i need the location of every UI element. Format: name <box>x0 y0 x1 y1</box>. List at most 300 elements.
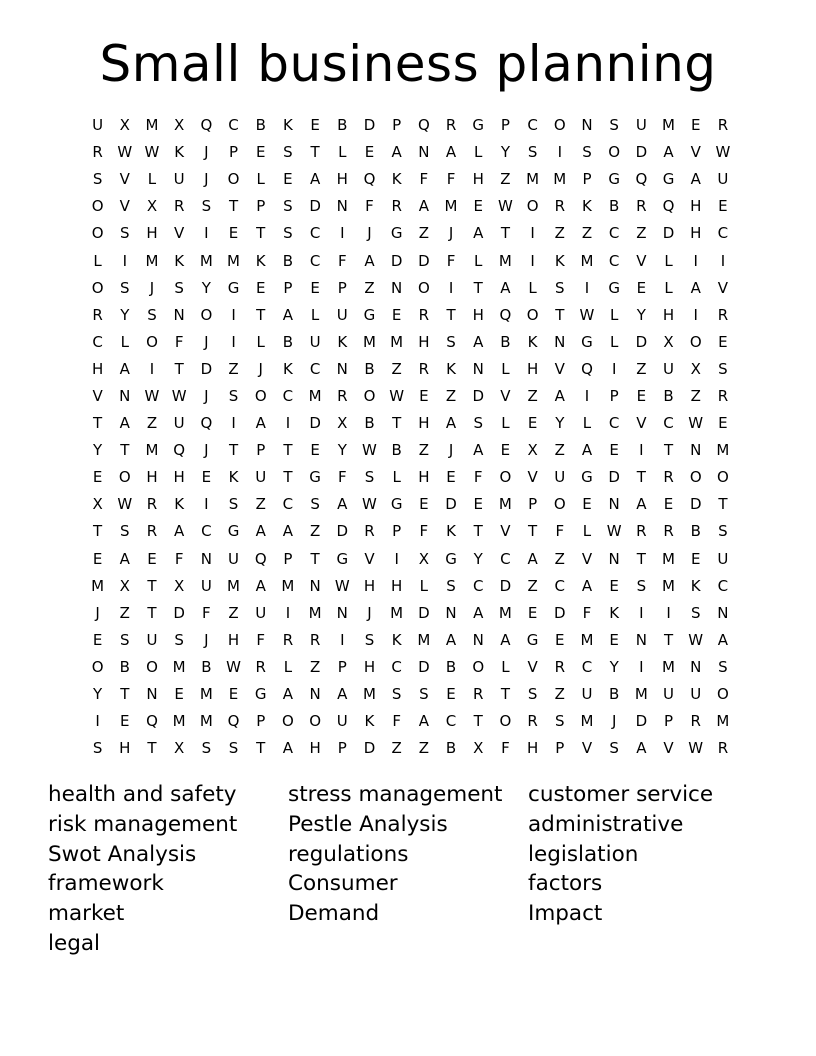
grid-cell[interactable]: E <box>609 630 619 649</box>
grid-cell[interactable]: U <box>228 549 240 568</box>
grid-cell[interactable]: K <box>446 522 456 541</box>
grid-cell[interactable]: E <box>663 495 674 514</box>
grid-cell[interactable]: M <box>716 441 730 460</box>
grid-cell[interactable]: E <box>255 278 266 297</box>
grid-cell[interactable]: L <box>474 251 483 270</box>
grid-cell[interactable]: E <box>527 414 538 433</box>
grid-cell[interactable]: Z <box>146 414 158 433</box>
grid-cell[interactable]: K <box>174 251 185 270</box>
grid-cell[interactable]: A <box>282 739 294 758</box>
grid-cell[interactable]: V <box>500 522 511 541</box>
grid-cell[interactable]: O <box>689 468 702 487</box>
grid-cell[interactable]: M <box>199 251 213 270</box>
grid-cell[interactable]: Y <box>337 441 347 460</box>
grid-cell[interactable]: G <box>526 630 539 649</box>
grid-cell[interactable]: O <box>309 712 321 731</box>
grid-cell[interactable]: Y <box>500 143 510 162</box>
grid-cell[interactable]: N <box>200 549 212 568</box>
grid-cell[interactable]: W <box>715 143 731 162</box>
grid-cell[interactable]: K <box>174 143 185 162</box>
grid-cell[interactable]: O <box>227 170 240 189</box>
grid-cell[interactable]: R <box>636 197 647 216</box>
grid-cell[interactable]: M <box>498 603 512 622</box>
grid-cell[interactable]: G <box>227 522 240 541</box>
grid-cell[interactable]: S <box>120 630 130 649</box>
grid-cell[interactable]: H <box>391 576 403 595</box>
grid-cell[interactable]: I <box>122 251 127 270</box>
grid-cell[interactable]: A <box>418 197 429 216</box>
grid-cell[interactable]: V <box>663 739 674 758</box>
grid-cell[interactable]: A <box>445 143 457 162</box>
grid-cell[interactable]: S <box>555 278 565 297</box>
grid-cell[interactable]: C <box>663 414 674 433</box>
grid-cell[interactable]: R <box>92 305 103 324</box>
grid-cell[interactable]: H <box>309 739 321 758</box>
grid-cell[interactable]: U <box>255 603 267 622</box>
grid-cell[interactable]: U <box>663 359 675 378</box>
grid-cell[interactable]: P <box>392 116 402 135</box>
grid-cell[interactable]: E <box>718 197 728 216</box>
grid-cell[interactable]: W <box>606 522 622 541</box>
grid-cell[interactable]: W <box>171 386 187 405</box>
grid-cell[interactable]: X <box>174 739 185 758</box>
grid-cell[interactable]: S <box>690 603 701 622</box>
grid-cell[interactable]: G <box>472 116 485 135</box>
grid-cell[interactable]: D <box>200 359 213 378</box>
grid-cell[interactable]: O <box>200 305 213 324</box>
grid-cell[interactable]: Z <box>527 576 538 595</box>
grid-cell[interactable]: R <box>418 305 430 324</box>
grid-cell[interactable]: A <box>581 576 593 595</box>
grid-cell[interactable]: M <box>417 630 431 649</box>
grid-cell[interactable]: C <box>309 251 321 270</box>
grid-cell[interactable]: A <box>255 414 266 433</box>
grid-cell[interactable]: I <box>720 251 726 270</box>
grid-cell[interactable]: T <box>500 224 510 243</box>
grid-cell[interactable]: E <box>582 495 592 514</box>
grid-cell[interactable]: J <box>258 359 263 378</box>
grid-cell[interactable]: U <box>146 630 158 649</box>
grid-cell[interactable]: O <box>608 143 621 162</box>
grid-cell[interactable]: Y <box>609 657 619 676</box>
grid-cell[interactable]: D <box>445 495 457 514</box>
grid-cell[interactable]: N <box>690 657 702 676</box>
grid-cell[interactable]: O <box>91 657 104 676</box>
grid-cell[interactable]: T <box>392 414 402 433</box>
grid-cell[interactable]: U <box>92 116 104 135</box>
grid-cell[interactable]: Q <box>200 116 213 135</box>
grid-cell[interactable]: G <box>662 170 675 189</box>
grid-cell[interactable]: T <box>283 468 293 487</box>
grid-cell[interactable]: S <box>718 657 728 676</box>
grid-cell[interactable]: E <box>473 495 483 514</box>
grid-cell[interactable]: U <box>581 685 593 704</box>
grid-cell[interactable]: E <box>473 197 483 216</box>
grid-cell[interactable]: O <box>553 116 566 135</box>
grid-cell[interactable]: H <box>336 170 348 189</box>
grid-cell[interactable]: Q <box>254 549 267 568</box>
grid-cell[interactable]: U <box>554 468 566 487</box>
grid-cell[interactable]: L <box>609 332 619 351</box>
grid-cell[interactable]: I <box>448 278 454 297</box>
grid-cell[interactable]: R <box>337 386 348 405</box>
grid-cell[interactable]: N <box>336 603 348 622</box>
grid-cell[interactable]: S <box>228 739 239 758</box>
grid-cell[interactable]: K <box>364 712 375 731</box>
grid-cell[interactable]: S <box>446 576 456 595</box>
grid-cell[interactable]: V <box>554 359 565 378</box>
grid-cell[interactable]: J <box>204 143 209 162</box>
grid-cell[interactable]: E <box>310 441 320 460</box>
grid-cell[interactable]: U <box>173 414 185 433</box>
grid-cell[interactable]: T <box>228 441 239 460</box>
grid-cell[interactable]: K <box>391 170 402 189</box>
grid-cell[interactable]: R <box>391 197 402 216</box>
grid-cell[interactable]: E <box>609 576 619 595</box>
grid-cell[interactable]: K <box>446 359 456 378</box>
grid-cell[interactable]: O <box>553 495 566 514</box>
grid-cell[interactable]: M <box>498 495 512 514</box>
grid-cell[interactable]: F <box>473 468 483 487</box>
grid-cell[interactable]: H <box>173 468 185 487</box>
grid-cell[interactable]: R <box>554 657 565 676</box>
grid-cell[interactable]: D <box>499 576 512 595</box>
grid-cell[interactable]: I <box>693 251 698 270</box>
grid-cell[interactable]: A <box>391 143 402 162</box>
grid-cell[interactable]: V <box>527 657 538 676</box>
grid-cell[interactable]: T <box>283 441 293 460</box>
grid-cell[interactable]: G <box>445 549 457 568</box>
grid-cell[interactable]: Y <box>93 685 103 704</box>
grid-cell[interactable]: J <box>204 441 209 460</box>
grid-cell[interactable]: E <box>555 630 565 649</box>
grid-cell[interactable]: K <box>391 630 402 649</box>
grid-cell[interactable]: E <box>174 685 184 704</box>
grid-cell[interactable]: K <box>228 468 239 487</box>
grid-cell[interactable]: R <box>92 143 103 162</box>
grid-cell[interactable]: M <box>145 251 159 270</box>
grid-cell[interactable]: Z <box>554 441 565 460</box>
grid-cell[interactable]: Z <box>255 495 266 514</box>
grid-cell[interactable]: M <box>308 603 322 622</box>
grid-cell[interactable]: J <box>448 441 454 460</box>
grid-cell[interactable]: H <box>526 739 539 758</box>
grid-cell[interactable]: L <box>501 414 510 433</box>
grid-cell[interactable]: S <box>92 739 103 758</box>
grid-cell[interactable]: J <box>611 712 617 731</box>
grid-cell[interactable]: R <box>255 657 266 676</box>
grid-cell[interactable]: O <box>146 657 158 676</box>
grid-cell[interactable]: Q <box>581 359 593 378</box>
grid-cell[interactable]: T <box>256 224 266 243</box>
grid-cell[interactable]: P <box>582 170 592 189</box>
grid-cell[interactable]: M <box>227 251 240 270</box>
grid-cell[interactable]: N <box>608 495 620 514</box>
grid-cell[interactable]: N <box>336 359 348 378</box>
grid-cell[interactable]: K <box>609 603 620 622</box>
grid-cell[interactable]: I <box>204 495 209 514</box>
grid-cell[interactable]: R <box>309 630 321 649</box>
grid-cell[interactable]: N <box>608 549 620 568</box>
grid-cell[interactable]: G <box>254 685 267 704</box>
grid-cell[interactable]: Q <box>499 305 512 324</box>
grid-cell[interactable]: P <box>256 197 266 216</box>
grid-cell[interactable]: H <box>418 414 430 433</box>
grid-cell[interactable]: G <box>390 495 403 514</box>
grid-cell[interactable]: X <box>174 576 185 595</box>
grid-cell[interactable]: Z <box>418 441 429 460</box>
grid-cell[interactable]: F <box>174 549 184 568</box>
grid-cell[interactable]: O <box>526 197 539 216</box>
grid-cell[interactable]: R <box>554 197 565 216</box>
grid-cell[interactable]: A <box>473 441 484 460</box>
grid-cell[interactable]: L <box>283 657 293 676</box>
grid-cell[interactable]: M <box>145 116 159 135</box>
grid-cell[interactable]: E <box>228 685 239 704</box>
grid-cell[interactable]: N <box>717 603 729 622</box>
grid-cell[interactable]: E <box>446 685 456 704</box>
grid-cell[interactable]: C <box>717 576 729 595</box>
grid-cell[interactable]: N <box>418 143 430 162</box>
grid-cell[interactable]: W <box>688 739 704 758</box>
grid-cell[interactable]: R <box>717 386 729 405</box>
grid-cell[interactable]: Z <box>690 386 701 405</box>
grid-cell[interactable]: Z <box>500 170 511 189</box>
grid-cell[interactable]: R <box>717 739 729 758</box>
grid-cell[interactable]: Q <box>662 197 675 216</box>
grid-cell[interactable]: L <box>582 522 592 541</box>
grid-cell[interactable]: W <box>362 441 377 460</box>
grid-cell[interactable]: G <box>309 468 321 487</box>
grid-cell[interactable]: U <box>663 685 675 704</box>
grid-cell[interactable]: Y <box>93 441 103 460</box>
grid-cell[interactable]: T <box>528 522 538 541</box>
grid-cell[interactable]: O <box>282 712 294 731</box>
grid-cell[interactable]: F <box>419 522 429 541</box>
grid-cell[interactable]: R <box>717 116 729 135</box>
grid-cell[interactable]: W <box>362 495 377 514</box>
grid-cell[interactable]: F <box>446 251 456 270</box>
grid-cell[interactable]: C <box>472 576 484 595</box>
grid-cell[interactable]: H <box>363 576 376 595</box>
grid-cell[interactable]: F <box>501 739 510 758</box>
grid-cell[interactable]: F <box>555 522 565 541</box>
grid-cell[interactable]: P <box>256 712 266 731</box>
grid-cell[interactable]: O <box>146 332 158 351</box>
grid-cell[interactable]: M <box>362 685 376 704</box>
grid-cell[interactable]: R <box>690 712 701 731</box>
grid-cell[interactable]: H <box>146 224 158 243</box>
grid-cell[interactable]: S <box>120 224 130 243</box>
grid-cell[interactable]: V <box>690 143 701 162</box>
grid-cell[interactable]: B <box>500 332 511 351</box>
grid-cell[interactable]: V <box>636 251 647 270</box>
grid-cell[interactable]: C <box>391 657 402 676</box>
grid-cell[interactable]: C <box>608 224 620 243</box>
grid-cell[interactable]: I <box>530 251 535 270</box>
grid-cell[interactable]: J <box>149 278 155 297</box>
grid-cell[interactable]: F <box>337 251 347 270</box>
grid-cell[interactable]: G <box>363 305 376 324</box>
grid-cell[interactable]: X <box>174 116 185 135</box>
grid-cell[interactable]: N <box>309 685 321 704</box>
grid-cell[interactable]: C <box>581 657 593 676</box>
grid-cell[interactable]: M <box>172 657 186 676</box>
grid-cell[interactable]: P <box>283 278 293 297</box>
grid-cell[interactable]: Z <box>581 224 593 243</box>
grid-cell[interactable]: M <box>390 603 404 622</box>
grid-cell[interactable]: D <box>689 495 702 514</box>
grid-cell[interactable]: N <box>581 116 593 135</box>
grid-cell[interactable]: C <box>201 522 212 541</box>
grid-cell[interactable]: B <box>201 657 212 676</box>
grid-cell[interactable]: P <box>664 712 674 731</box>
grid-cell[interactable]: M <box>281 576 295 595</box>
grid-cell[interactable]: X <box>663 332 674 351</box>
grid-cell[interactable]: A <box>255 522 266 541</box>
grid-cell[interactable]: L <box>256 332 265 351</box>
grid-cell[interactable]: N <box>690 441 702 460</box>
grid-cell[interactable]: W <box>497 197 513 216</box>
grid-cell[interactable]: H <box>91 359 104 378</box>
grid-cell[interactable]: A <box>337 495 348 514</box>
grid-cell[interactable]: M <box>580 630 594 649</box>
grid-cell[interactable]: X <box>418 549 429 568</box>
grid-cell[interactable]: O <box>417 278 430 297</box>
grid-cell[interactable]: O <box>118 468 131 487</box>
grid-cell[interactable]: D <box>418 251 430 270</box>
grid-cell[interactable]: K <box>527 332 538 351</box>
grid-cell[interactable]: M <box>580 712 594 731</box>
grid-cell[interactable]: N <box>336 197 348 216</box>
grid-cell[interactable]: M <box>662 657 675 676</box>
grid-cell[interactable]: O <box>91 224 104 243</box>
grid-cell[interactable]: O <box>472 657 485 676</box>
grid-cell[interactable]: D <box>554 603 566 622</box>
grid-cell[interactable]: A <box>364 251 375 270</box>
grid-cell[interactable]: L <box>120 332 129 351</box>
grid-cell[interactable]: C <box>608 251 620 270</box>
grid-cell[interactable]: K <box>554 251 565 270</box>
grid-cell[interactable]: A <box>554 386 565 405</box>
grid-cell[interactable]: Y <box>201 278 211 297</box>
grid-cell[interactable]: X <box>527 441 538 460</box>
grid-cell[interactable]: J <box>204 386 209 405</box>
grid-cell[interactable]: Z <box>527 386 538 405</box>
grid-cell[interactable]: C <box>309 359 321 378</box>
grid-cell[interactable]: F <box>446 170 456 189</box>
grid-cell[interactable]: Z <box>554 549 565 568</box>
grid-cell[interactable]: Z <box>418 739 429 758</box>
grid-cell[interactable]: V <box>581 739 593 758</box>
grid-cell[interactable]: T <box>446 305 456 324</box>
grid-cell[interactable]: C <box>92 332 103 351</box>
grid-cell[interactable]: T <box>93 522 103 541</box>
letter-grid[interactable] <box>84 112 737 762</box>
grid-cell[interactable]: S <box>555 712 565 731</box>
grid-cell[interactable]: U <box>173 170 185 189</box>
grid-cell[interactable]: Z <box>391 359 402 378</box>
grid-cell[interactable]: B <box>445 739 457 758</box>
grid-cell[interactable]: R <box>663 468 674 487</box>
grid-cell[interactable]: O <box>689 332 702 351</box>
grid-cell[interactable]: A <box>717 630 729 649</box>
grid-cell[interactable]: Y <box>555 414 565 433</box>
grid-cell[interactable]: I <box>285 603 291 622</box>
grid-cell[interactable]: C <box>309 224 321 243</box>
grid-cell[interactable]: J <box>204 170 209 189</box>
grid-cell[interactable]: S <box>310 495 320 514</box>
grid-cell[interactable]: C <box>608 414 620 433</box>
grid-cell[interactable]: A <box>636 495 647 514</box>
grid-cell[interactable]: D <box>662 224 675 243</box>
grid-cell[interactable]: A <box>309 170 321 189</box>
grid-cell[interactable]: I <box>285 414 291 433</box>
grid-cell[interactable]: D <box>363 739 376 758</box>
grid-cell[interactable]: Z <box>228 359 239 378</box>
grid-cell[interactable]: I <box>394 549 399 568</box>
grid-cell[interactable]: R <box>146 495 158 514</box>
grid-cell[interactable]: J <box>448 224 454 243</box>
grid-cell[interactable]: T <box>310 143 320 162</box>
grid-cell[interactable]: Z <box>554 685 565 704</box>
grid-cell[interactable]: Z <box>554 224 565 243</box>
grid-cell[interactable]: A <box>119 414 130 433</box>
grid-cell[interactable]: R <box>663 522 674 541</box>
grid-cell[interactable]: R <box>418 359 430 378</box>
grid-cell[interactable]: I <box>149 359 155 378</box>
grid-cell[interactable]: W <box>579 305 595 324</box>
grid-cell[interactable]: A <box>418 712 429 731</box>
grid-cell[interactable]: L <box>501 359 510 378</box>
grid-cell[interactable]: T <box>473 712 483 731</box>
grid-cell[interactable]: I <box>666 603 671 622</box>
grid-cell[interactable]: T <box>473 278 483 297</box>
grid-cell[interactable]: T <box>120 685 130 704</box>
grid-cell[interactable]: H <box>472 170 484 189</box>
grid-cell[interactable]: E <box>201 468 212 487</box>
grid-cell[interactable]: U <box>255 468 267 487</box>
grid-cell[interactable]: N <box>472 359 484 378</box>
grid-cell[interactable]: E <box>283 170 293 189</box>
grid-cell[interactable]: W <box>117 143 133 162</box>
grid-cell[interactable]: M <box>553 170 567 189</box>
grid-cell[interactable]: A <box>500 278 511 297</box>
grid-cell[interactable]: B <box>119 657 130 676</box>
grid-cell[interactable]: A <box>174 522 185 541</box>
grid-cell[interactable]: Y <box>473 549 483 568</box>
grid-cell[interactable]: O <box>91 197 104 216</box>
grid-cell[interactable]: M <box>308 386 322 405</box>
grid-cell[interactable]: L <box>474 143 483 162</box>
grid-cell[interactable]: T <box>663 630 674 649</box>
grid-cell[interactable]: X <box>337 414 348 433</box>
grid-cell[interactable]: F <box>337 468 347 487</box>
grid-cell[interactable]: R <box>146 522 158 541</box>
grid-cell[interactable]: I <box>340 630 345 649</box>
grid-cell[interactable]: P <box>337 278 347 297</box>
grid-cell[interactable]: M <box>199 685 213 704</box>
grid-cell[interactable]: E <box>419 495 429 514</box>
grid-cell[interactable]: E <box>690 549 701 568</box>
grid-cell[interactable]: S <box>228 495 239 514</box>
grid-cell[interactable]: A <box>663 143 674 162</box>
grid-cell[interactable]: L <box>664 251 673 270</box>
grid-cell[interactable]: A <box>636 739 647 758</box>
grid-cell[interactable]: S <box>174 630 184 649</box>
grid-cell[interactable]: M <box>498 251 512 270</box>
grid-cell[interactable]: Z <box>636 224 647 243</box>
